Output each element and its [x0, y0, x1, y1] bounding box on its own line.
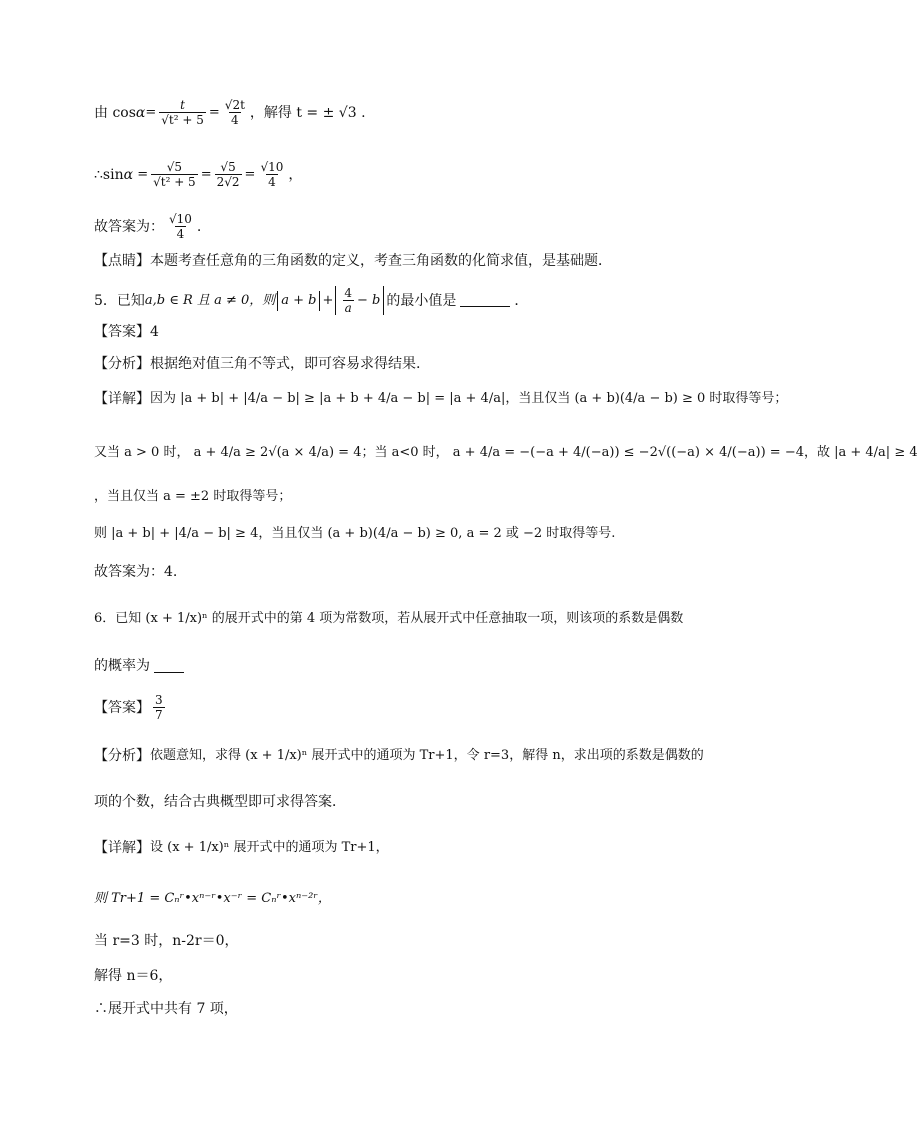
- fraction: [153, 693, 165, 722]
- answer-5: [94, 322, 714, 342]
- solution-line-1: [94, 98, 714, 127]
- detail-6-line-3: [94, 931, 714, 951]
- text: 当 r=3 时，n-2r＝0，: [94, 933, 239, 949]
- denominator: a: [344, 301, 352, 315]
- text: 由 cos: [94, 104, 136, 121]
- fraction: [151, 160, 198, 189]
- answer-line: [94, 212, 714, 241]
- math-text: 依题意知，求得 (x + 1/x)ⁿ 展开式中的通项为 Tr+1，令 r=3，解得 n，求出项的系数是偶数的: [150, 748, 704, 763]
- equals: =: [208, 104, 220, 120]
- section-tag: 【答案】: [94, 699, 150, 716]
- denominator: 4: [231, 113, 239, 127]
- answer-blank: [154, 660, 184, 673]
- alpha-symbol: α: [135, 104, 146, 121]
- numerator: √10: [260, 160, 284, 174]
- math-text: 又当 a > 0 时， a + 4/a ≥ 2√(a × 4/a) = 4；当 a<0 时， a + 4/a = −(−a + 4/(−a)) ≤ −2√((−a) × 4/(−a)) = −4，故 |a + 4/a| ≥ 4: [94, 445, 918, 460]
- detail-6-line-4: [94, 966, 714, 986]
- section-tag: 【详解】: [94, 840, 150, 856]
- answer-6: [94, 693, 714, 722]
- denominator: 2√2: [216, 175, 240, 189]
- fraction: [167, 212, 194, 241]
- math-text: 则 Tr+1 = Cₙʳ•xⁿ⁻ʳ•x⁻ʳ = Cₙʳ•xⁿ⁻²ʳ，: [94, 891, 331, 906]
- abs-expression: [335, 286, 384, 315]
- text: ∴展开式中共有 7 项，: [94, 1001, 238, 1017]
- denominator: √t² + 5: [161, 113, 204, 127]
- detail-6-line-5: [94, 999, 714, 1019]
- numerator: √5: [166, 160, 183, 174]
- text: 解得 n＝6，: [94, 968, 173, 984]
- math-text: 因为 |a + b| + |4/a − b| ≥ |a + b + 4/a − b| = |a + 4/a|，当且仅当 (a + b)(4/a − b) ≥ 0 时取得等号；: [150, 391, 788, 406]
- section-tag: 【详解】: [94, 391, 150, 407]
- detail-5-line-1: [94, 389, 788, 409]
- numerator: 4: [344, 286, 353, 300]
- text: 根据绝对值三角不等式，即可容易求得结果.: [150, 356, 421, 372]
- section-tag: 【分析】: [94, 748, 150, 764]
- tip-line: [94, 251, 714, 271]
- answer-blank: [460, 294, 510, 307]
- fraction: [215, 160, 242, 189]
- denominator: √t² + 5: [153, 175, 196, 189]
- analysis-5: [94, 354, 714, 374]
- text: ∴sin: [94, 166, 124, 183]
- analysis-6-line-2: [94, 792, 714, 812]
- alpha-symbol: α: [123, 166, 134, 183]
- denominator: 4: [176, 227, 185, 241]
- plus: +: [322, 292, 334, 308]
- numerator: √10: [169, 212, 192, 226]
- numerator: √2t: [224, 98, 245, 112]
- text: 本题考查任意角的三角函数的定义，考查三角函数的化简求值，是基础题．: [150, 253, 612, 269]
- text: .: [196, 218, 202, 235]
- section-tag: 【点睛】: [94, 253, 150, 269]
- fraction: [342, 286, 354, 315]
- text: 项的个数，结合古典概型即可求得答案．: [94, 794, 346, 810]
- fraction: [223, 98, 247, 127]
- abs-expression: a + b: [277, 291, 320, 311]
- detail-6-line-2: [94, 889, 714, 909]
- answer-value: 4: [150, 324, 159, 340]
- solution-line-2: ∴sin α = $\frac{√5}{\text{√t² + 5}}$ = $\frac{√5}{2√2}$ = $\frac{√10}{4}$ ，: [94, 160, 303, 189]
- math: − b: [357, 292, 381, 308]
- question-5: [94, 286, 714, 315]
- detail-5-line-3: [94, 487, 714, 507]
- math-text: 6．已知 (x + 1/x)ⁿ 的展开式中的第 4 项为常数项，若从展开式中任意抽取一项，则该项的系数是偶数: [94, 611, 684, 626]
- math: a,b ∈ R 且 a ≠ 0，则: [144, 292, 276, 308]
- denominator: 4: [268, 175, 276, 189]
- numerator: √5: [220, 160, 236, 174]
- analysis-6: [94, 746, 714, 766]
- text: ．: [514, 292, 529, 309]
- math-text: ，当且仅当 a = ±2 时取得等号；: [94, 489, 292, 504]
- fraction: [258, 160, 285, 189]
- equals: =: [145, 104, 157, 120]
- math-text: 设 (x + 1/x)ⁿ 展开式中的通项为 Tr+1，: [150, 840, 389, 855]
- detail-5-line-5: [94, 562, 714, 582]
- math-text: 则 |a + b| + |4/a − b| ≥ 4，当且仅当 (a + b)(4/a − b) ≥ 0, a = 2 或 −2 时取得等号.: [94, 526, 616, 541]
- detail-5-line-2: [94, 443, 918, 463]
- text: 故答案为：4.: [94, 564, 178, 580]
- numerator: 3: [155, 693, 163, 707]
- text: 故答案为：: [94, 218, 164, 235]
- detail-6-line-1: [94, 838, 714, 858]
- numerator: t: [180, 98, 185, 112]
- detail-5-line-4: [94, 524, 714, 544]
- fraction: [159, 98, 206, 127]
- section-tag: 【分析】: [94, 356, 150, 372]
- denominator: 7: [155, 708, 163, 722]
- text: 的概率为: [94, 658, 150, 674]
- question-6-line-2: [94, 656, 714, 676]
- section-tag: 【答案】: [94, 324, 150, 340]
- text: ，解得 t = ± √3 .: [249, 104, 366, 121]
- text: ，: [288, 166, 303, 183]
- question-6: [94, 609, 714, 629]
- text: 5．已知: [94, 292, 145, 309]
- text: 的最小值是: [386, 292, 457, 309]
